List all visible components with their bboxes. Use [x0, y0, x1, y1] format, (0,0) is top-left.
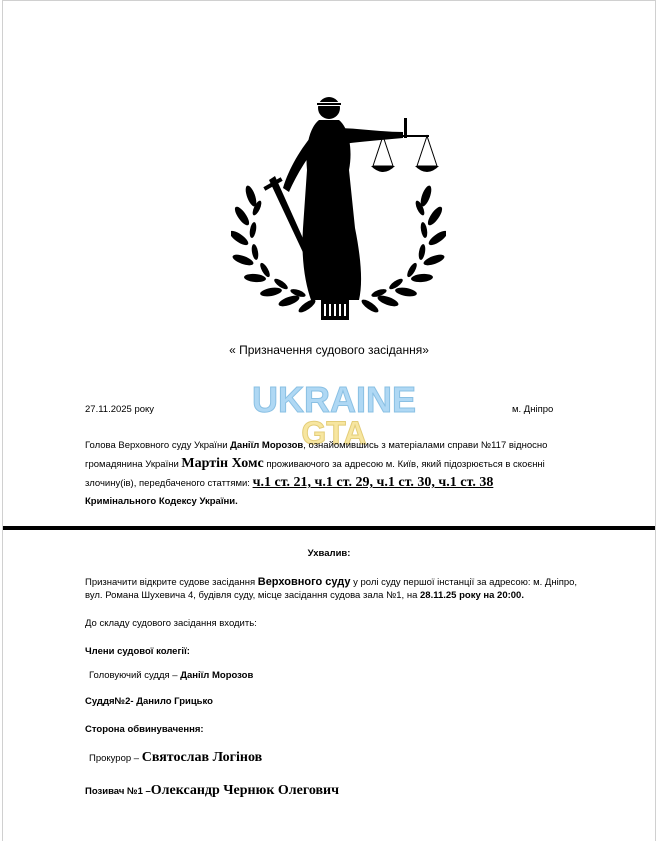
top-border: [3, 0, 655, 1]
watermark-line2: GTA: [301, 415, 367, 448]
prosecutor: Прокурор – Святослав Логінов: [89, 750, 263, 765]
section-divider: [3, 526, 655, 530]
articles-list: ч.1 ст. 21, ч.1 ст. 29, ч.1 ст. 30, ч.1 ст. 38: [252, 475, 494, 490]
presiding-judge: Головуючий суддя – Даніїл Морозов: [89, 670, 254, 681]
judge-two: Суддя№2- Данило Грицько: [85, 696, 213, 707]
plaintiff: Позивач №1 –Олександр Чернюк Олегович: [85, 783, 340, 798]
prosecution-heading: Сторона обвинувачення:: [85, 724, 204, 735]
watermark-line1: UKRAINE: [251, 379, 417, 420]
decision-paragraph: Призначити відкрите судове засідання Верховного суду у ролі суду першої інстанції за адресою: м. Дніпро, вул. Романа Шухевича 4, будівля суду, місце засідання судова зала №1, на 28.11.25 року на 20:00.: [85, 576, 578, 601]
document-page: [2, 0, 656, 841]
hearing-datetime: 28.11.25 року на 20:00.: [420, 590, 524, 601]
composition-intro: До складу судового засідання входить:: [85, 618, 257, 629]
resolved-heading: Ухвалив:: [307, 548, 351, 559]
panel-heading: Члени судової колегії:: [85, 646, 190, 657]
chairman-name: Даніїл Морозов: [230, 440, 304, 451]
lady-justice-emblem-icon: [231, 88, 446, 324]
court-name: Верховного суду: [257, 576, 351, 588]
document-title: « Призначення судового засідання»: [229, 343, 429, 357]
defendant-name: Мартін Хомс: [181, 456, 264, 471]
criminal-code: Кримінального Кодексу України.: [85, 496, 238, 507]
document-date: 27.11.2025 року: [85, 404, 155, 415]
document-city: м. Дніпро: [512, 404, 554, 415]
intro-paragraph: Голова Верховного суду України Даніїл Морозов, ознайомившись з матеріалами справи №117 відносно громадянина України Мартін Хомс проживаючого за адресою м. Київ, який підозрюється в скоєнні злочину(ів), передбаченого статтями: ч.1 ст. 21, ч.1 ст. 29, ч.1 ст. 30, ч.1 ст. 38 Кримінального Кодексу України.: [85, 440, 548, 507]
